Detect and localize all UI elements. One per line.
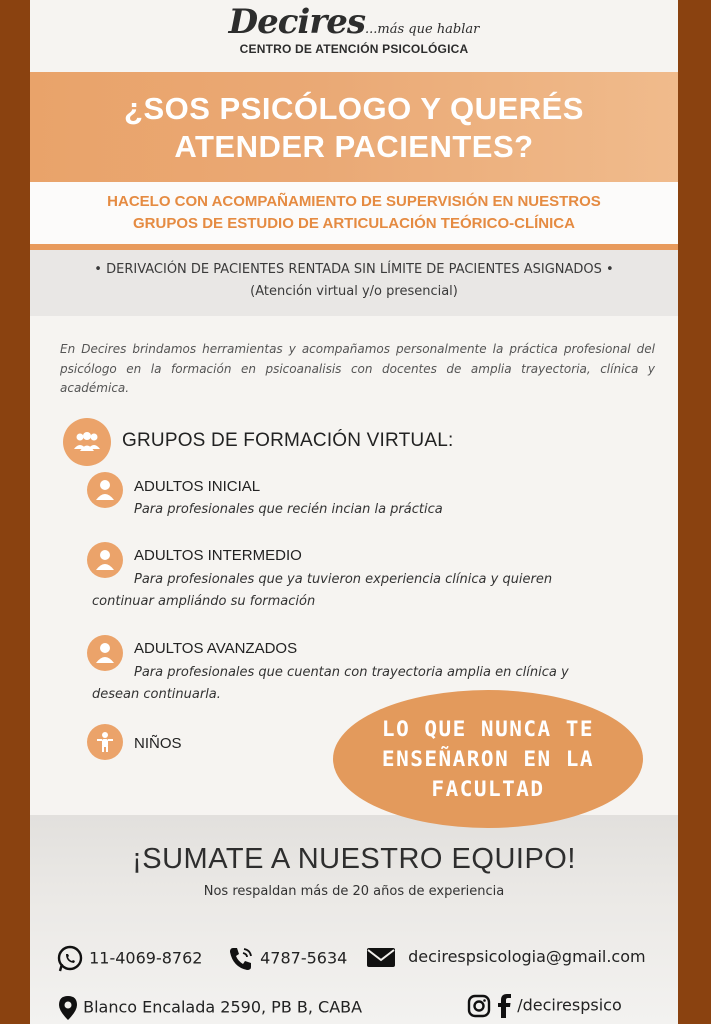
- supervision-line-2: GRUPOS DE ESTUDIO DE ARTICULACIÓN TEÓRICO-CLÍNICA: [133, 215, 575, 232]
- person-icon: [87, 542, 123, 578]
- supervision-line-1: HACELO CON ACOMPAÑAMIENTO DE SUPERVISIÓN EN NUESTROS: [107, 193, 601, 210]
- instagram-icon: [467, 996, 496, 1015]
- groups-title: GRUPOS DE FORMACIÓN VIRTUAL:: [122, 430, 454, 451]
- derivation-line-2: (Atención virtual y/o presencial): [250, 284, 458, 299]
- level-title-ninos: NIÑOS: [134, 735, 182, 752]
- hero-title-line-1: ¿SOS PSICÓLOGO Y QUERÉS: [124, 91, 584, 126]
- supervision-text: [30, 191, 678, 235]
- mail-icon: [365, 947, 402, 966]
- level-desc-adultos-intermedio-cont: continuar ampliándo su formación: [92, 594, 316, 609]
- intro-paragraph: En Decires brindamos herramientas y acompañamos personalmente la práctica profesional del psicólogo en la formación en psicoanalisis con docentes de amplia trayectoria, clínica y académica.: [60, 342, 655, 395]
- contact-email[interactable]: [365, 945, 646, 969]
- promo-line-1: LO QUE NUNCA TE: [381, 717, 595, 741]
- contact-address: [58, 995, 362, 1021]
- promo-line-2: ENSEÑARON EN LA: [381, 747, 595, 771]
- promo-text: [382, 714, 594, 804]
- footer-subline: Nos respaldan más de 20 años de experiencia: [203, 884, 505, 899]
- phone-number: 4787-5634: [260, 948, 348, 968]
- level-desc-adultos-inicial: Para profesionales que recién incian la práctica: [134, 502, 443, 517]
- contact-phone[interactable]: [227, 945, 347, 973]
- hero-title-line-2: ATENDER PACIENTES?: [174, 129, 534, 164]
- person-icon: [87, 635, 123, 671]
- footer-headline: ¡SUMATE A NUESTRO EQUIPO!: [132, 843, 576, 875]
- level-desc-adultos-intermedio: Para profesionales que ya tuvieron experiencia clínica y quieren: [134, 572, 553, 587]
- facebook-icon: [496, 996, 517, 1015]
- promo-oval: [333, 690, 643, 828]
- phone-icon: [227, 949, 260, 968]
- contact-whatsapp[interactable]: [56, 945, 202, 973]
- person-icon: [87, 472, 123, 508]
- contact-social[interactable]: [467, 993, 622, 1019]
- flyer: [30, 0, 678, 1024]
- whatsapp-number: 11-4069-8762: [89, 948, 203, 968]
- email-address: decirespsicologia@gmail.com: [408, 946, 646, 966]
- whatsapp-icon: [56, 949, 89, 968]
- brand-subtitle: CENTRO DE ATENCIÓN PSICOLÓGICA: [239, 42, 469, 56]
- brand-logo: [30, 2, 678, 42]
- derivation-band: [30, 250, 678, 316]
- group-icon: [63, 418, 111, 466]
- level-title-adultos-intermedio: ADULTOS INTERMEDIO: [134, 547, 302, 564]
- child-icon: [87, 724, 123, 760]
- hero-title: [30, 90, 678, 166]
- brand-tagline: ...más que hablar: [365, 22, 480, 37]
- social-handle: /decirespsico: [517, 995, 622, 1015]
- location-pin-icon: [58, 998, 83, 1017]
- level-desc-adultos-avanzados-cont: desean continuarla.: [92, 687, 221, 702]
- promo-line-3: FACULTAD: [431, 777, 545, 801]
- derivation-line-1: • DERIVACIÓN DE PACIENTES RENTADA SIN LÍMITE DE PACIENTES ASIGNADOS •: [94, 262, 614, 277]
- level-title-adultos-avanzados: ADULTOS AVANZADOS: [134, 640, 298, 657]
- level-desc-adultos-avanzados: Para profesionales que cuentan con trayectoria amplia en clínica y: [134, 665, 569, 680]
- address-text: Blanco Encalada 2590, PB B, CABA: [83, 997, 363, 1017]
- brand-logo-text: Decires: [228, 2, 366, 42]
- level-title-adultos-inicial: ADULTOS INICIAL: [134, 478, 261, 495]
